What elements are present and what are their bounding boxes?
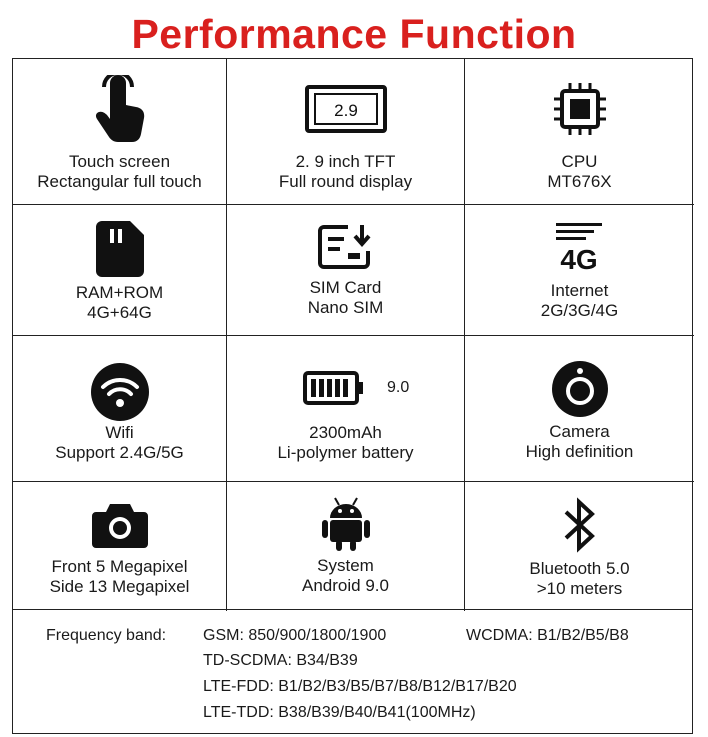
feature-label-line1: Wifi xyxy=(105,423,134,442)
feature-cpu xyxy=(465,59,694,205)
feature-camera xyxy=(465,336,694,482)
feature-label-line1: 2. 9 inch TFT xyxy=(295,152,396,171)
page-title: Performance Function xyxy=(131,11,577,57)
feature-internet xyxy=(465,205,694,336)
photo-camera-icon xyxy=(92,502,148,548)
feature-label-line1: SIM Card xyxy=(309,278,382,297)
cpu-chip-icon xyxy=(552,81,608,137)
feature-label-line2: Support 2.4G/5G xyxy=(55,443,184,462)
feature-label-line2: High definition xyxy=(525,442,634,461)
feature-label-line1: RAM+ROM xyxy=(75,283,164,302)
feature-bluetooth xyxy=(465,482,694,611)
feature-label-line1: Touch screen xyxy=(68,152,171,171)
feature-label-line2: Android 9.0 xyxy=(302,576,389,595)
feature-sim xyxy=(227,205,465,336)
feature-label-line2: >10 meters xyxy=(536,579,623,598)
feature-label-line2: Rectangular full touch xyxy=(37,172,202,191)
4g-signal-icon xyxy=(555,221,605,273)
touch-hand-icon xyxy=(92,75,148,143)
feature-label-line2: 2G/3G/4G xyxy=(540,301,619,320)
feature-label-line2: MT676X xyxy=(547,172,612,191)
feature-photo xyxy=(13,482,227,611)
feature-display xyxy=(227,59,465,205)
feature-label-line1: CPU xyxy=(561,152,598,171)
frequency-wcdma: WCDMA: B1/B2/B5/B8 xyxy=(466,627,629,644)
feature-touch-screen xyxy=(13,59,227,205)
feature-wifi xyxy=(13,336,227,482)
frequency-lte-fdd: LTE-FDD: B1/B2/B3/B5/B7/B8/B12/B17/B20 xyxy=(203,678,517,695)
feature-label-line2: Nano SIM xyxy=(307,298,384,317)
feature-system xyxy=(227,482,465,611)
display-screen-text: 2.9 xyxy=(333,101,358,120)
wifi-icon xyxy=(91,363,149,421)
feature-label-line1: Front 5 Megapixel xyxy=(51,557,188,576)
feature-memory xyxy=(13,205,227,336)
sim-card-icon xyxy=(318,223,374,271)
4g-badge-text: 4G xyxy=(559,244,598,273)
feature-grid xyxy=(12,58,693,610)
feature-label-line2: Li-polymer battery xyxy=(277,443,414,462)
feature-label-line1: Internet xyxy=(550,281,609,300)
battery-side-text: 9.0 xyxy=(387,379,410,396)
frequency-band-panel xyxy=(12,609,693,734)
feature-label-line1: 2300mAh xyxy=(309,423,382,442)
frequency-tdscdma: TD-SCDMA: B34/B39 xyxy=(203,652,358,669)
android-robot-icon xyxy=(321,496,371,552)
bluetooth-icon xyxy=(560,496,600,554)
feature-battery xyxy=(227,336,465,482)
feature-label-line1: Camera xyxy=(549,422,610,441)
feature-label-line2: Full round display xyxy=(278,172,413,191)
feature-label-line2: 4G+64G xyxy=(87,303,152,322)
frequency-lte-tdd: LTE-TDD: B38/B39/B40/B41(100MHz) xyxy=(203,704,476,721)
frequency-label: Frequency band: xyxy=(46,627,167,644)
display-screen-icon xyxy=(305,85,387,133)
frequency-gsm: GSM: 850/900/1800/1900 xyxy=(203,627,387,644)
battery-icon xyxy=(303,371,365,405)
feature-label-line2: Side 13 Megapixel xyxy=(49,577,190,596)
camera-lens-icon xyxy=(551,360,609,418)
feature-label-line1: Bluetooth 5.0 xyxy=(529,559,630,578)
memory-card-icon xyxy=(96,221,144,277)
feature-label-line1: System xyxy=(317,556,374,575)
